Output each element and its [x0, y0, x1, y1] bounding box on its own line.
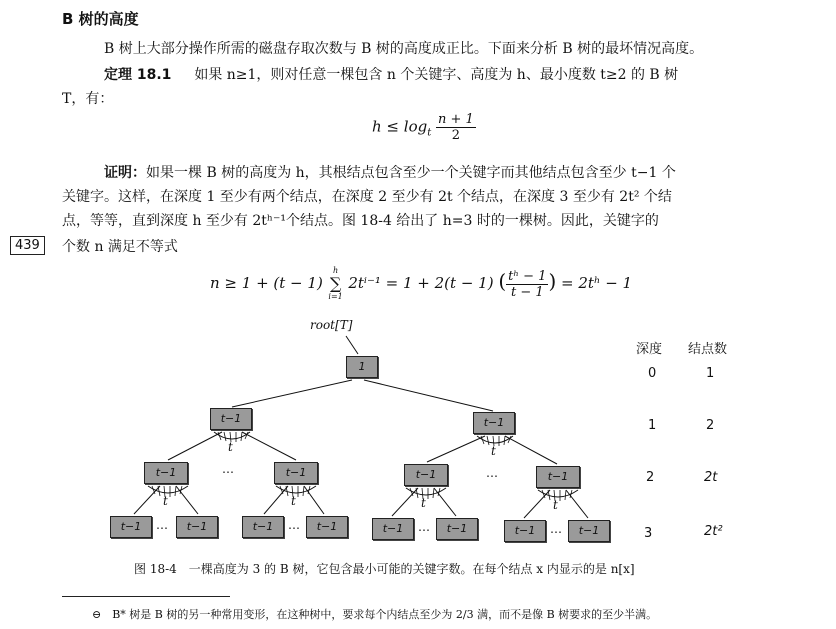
tree-node-d3-6: t−1 — [436, 518, 478, 540]
table-header-count: 结点数 — [688, 342, 728, 357]
child-count-label-d2-3: t — [421, 496, 426, 510]
section-heading: B 树的高度 — [62, 10, 139, 28]
child-count-label-d2-2: t — [291, 494, 296, 508]
table-depth-3: 3 — [644, 526, 653, 541]
tree-node-d3-2: t−1 — [176, 516, 218, 538]
ineq-frac-num: tʰ − 1 — [508, 268, 547, 284]
ineq-frac-den: t − 1 — [510, 284, 544, 300]
ellipsis-d3-3: … — [418, 520, 430, 534]
ineq-mid: 2tⁱ⁻¹ = 1 + 2(t − 1) — [348, 274, 494, 292]
theorem-label: 定理 18.1 — [104, 67, 172, 83]
tree-node-d2-2: t−1 — [274, 462, 318, 484]
table-count-2: 2t — [704, 470, 718, 485]
ellipsis-d3-1: … — [156, 518, 168, 532]
tree-node-d1-right: t−1 — [473, 412, 515, 434]
sum-bottom: i=1 — [328, 292, 343, 301]
table-depth-0: 0 — [648, 366, 657, 381]
tree-node-d3-8: t−1 — [568, 520, 610, 542]
footnote: ⊖ B* 树是 B 树的另一种常用变形，在这种树中，要求每个内结点至少为 2/3 满，而不是像 B 树要求的至少半满。 — [92, 608, 658, 621]
tree-node-d3-4: t−1 — [306, 516, 348, 538]
tree-node-d1-left: t−1 — [210, 408, 252, 430]
proof-label: 证明： — [104, 165, 146, 181]
tree-node-d3-1: t−1 — [110, 516, 152, 538]
ineq-left: n ≥ 1 + (t − 1) — [210, 274, 323, 292]
table-count-3: 2t² — [704, 524, 723, 539]
inequality-formula: n ≥ 1 + (t − 1) h ∑ i=1 2tⁱ⁻¹ = 1 + 2(t − 1) ( $\frac{\text{tʰ − 1}}{t - 1}$ ) = 2tʰ − 1 — [210, 266, 633, 301]
proof-line-4: 个数 n 满足不等式 — [62, 239, 178, 255]
child-count-label-d1-left: t — [228, 440, 233, 454]
tree-node-d3-3: t−1 — [242, 516, 284, 538]
ellipsis-d3-2: … — [288, 518, 300, 532]
intro-paragraph: B 树上大部分操作所需的磁盘存取次数与 B 树的高度成正比。下面来分析 B 树的最坏情况高度。 — [104, 41, 704, 57]
footnote-rule — [62, 596, 230, 597]
proof-text-1: 如果一棵 B 树的高度为 h，其根结点包含至少一个关键字而其他结点包含至少 t−1 个 — [146, 165, 676, 181]
tree-node-d3-5: t−1 — [372, 518, 414, 540]
formula-den: 2 — [451, 128, 461, 143]
table-count-0: 1 — [706, 366, 715, 381]
formula-lhs: h ≤ log — [372, 117, 428, 136]
page-number: 439 — [10, 236, 45, 255]
child-count-label-d1-right: t — [491, 444, 496, 458]
sum-top: h — [333, 266, 339, 275]
ineq-right: = 2tʰ − 1 — [561, 274, 633, 292]
ellipsis-d2-left: … — [222, 462, 234, 476]
table-header-depth: 深度 — [636, 342, 663, 357]
child-count-label-d2-1: t — [163, 494, 168, 508]
tree-node-root: 1 — [346, 356, 378, 378]
tree-node-d2-3: t−1 — [404, 464, 448, 486]
formula-num: n + 1 — [438, 112, 474, 127]
tree-node-d3-7: t−1 — [504, 520, 546, 542]
child-count-label-d2-4: t — [553, 498, 558, 512]
table-count-1: 2 — [706, 418, 715, 433]
figure-caption: 图 18-4 一棵高度为 3 的 B 树，它包含最小可能的关键字数。在每个结点 x 内显示的是 n[x] — [134, 562, 635, 576]
root-pointer-label: root[T] — [310, 318, 353, 332]
table-depth-2: 2 — [646, 470, 655, 485]
proof-line-2: 关键字。这样，在深度 1 至少有两个结点，在深度 2 至少有 2t 个结点，在深度 3 至少有 2t² 个结 — [62, 189, 672, 205]
tree-node-d2-1: t−1 — [144, 462, 188, 484]
sum-symbol: ∑ — [329, 274, 342, 293]
ellipsis-d2-right: … — [486, 466, 498, 480]
theorem-line-2: T，有： — [62, 91, 114, 107]
ellipsis-d3-4: … — [550, 522, 562, 536]
proof-line-3: 点，等等，直到深度 h 至少有 2tʰ⁻¹个结点。图 18-4 给出了 h=3 时的一棵树。因此，关键字的 — [62, 213, 659, 229]
formula-sub: t — [427, 127, 432, 139]
table-depth-1: 1 — [648, 418, 657, 433]
theorem-text-1: 如果 n≥1，则对任意一棵包含 n 个关键字、高度为 h、最小度数 t≥2 的 B 树 — [194, 67, 679, 83]
tree-node-d2-4: t−1 — [536, 466, 580, 488]
